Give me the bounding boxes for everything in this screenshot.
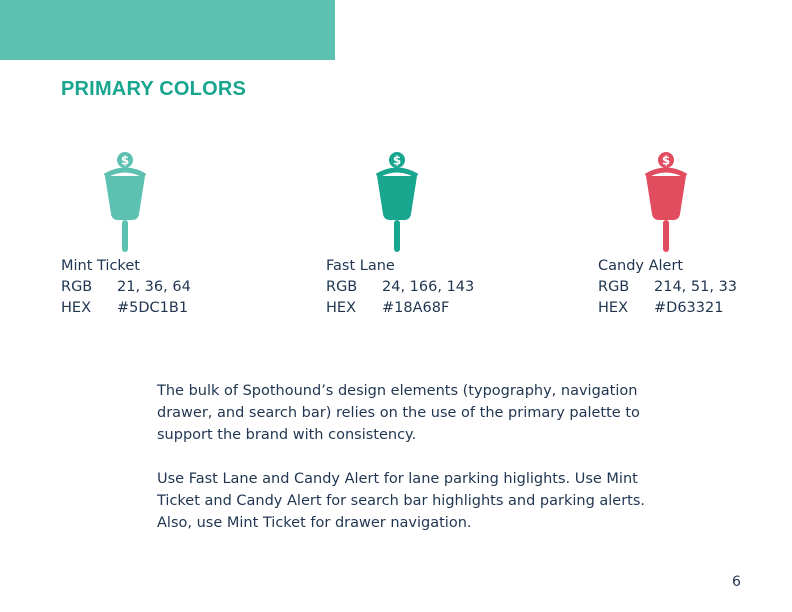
svg-text:$: $: [120, 153, 130, 168]
color-name: Mint Ticket: [61, 258, 140, 274]
paragraph: The bulk of Spothound’s design elements (typography, navigation drawer, and search bar) relies on the use of the primary palette to support the brand with consistency.: [157, 383, 640, 443]
paragraph: Use Fast Lane and Candy Alert for lane parking higlights. Use Mint Ticket and Candy Alert for search bar highlights and parking alerts. Also, use Mint Ticket for drawer navigation.: [157, 471, 646, 531]
parking-meter-icon: [636, 150, 696, 256]
parking-meter-icon: [95, 150, 155, 256]
page-number: 6: [732, 574, 741, 590]
header-accent-bar: [0, 0, 335, 60]
parking-meter-icon: [367, 150, 427, 256]
page-title: PRIMARY COLORS: [61, 78, 247, 100]
hex-row: HEX #D63321: [598, 300, 724, 316]
rgb-row: RGB 214, 51, 33: [598, 279, 738, 295]
svg-text:$: $: [661, 153, 671, 168]
rgb-row: RGB 24, 166, 143: [326, 279, 475, 295]
hex-row: HEX #18A68F: [326, 300, 450, 316]
rgb-row: RGB 21, 36, 64: [61, 279, 191, 295]
svg-text:$: $: [392, 153, 402, 168]
color-name: Candy Alert: [598, 258, 684, 274]
hex-row: HEX #5DC1B1: [61, 300, 189, 316]
body-text: [157, 380, 667, 556]
color-name: Fast Lane: [326, 258, 395, 274]
